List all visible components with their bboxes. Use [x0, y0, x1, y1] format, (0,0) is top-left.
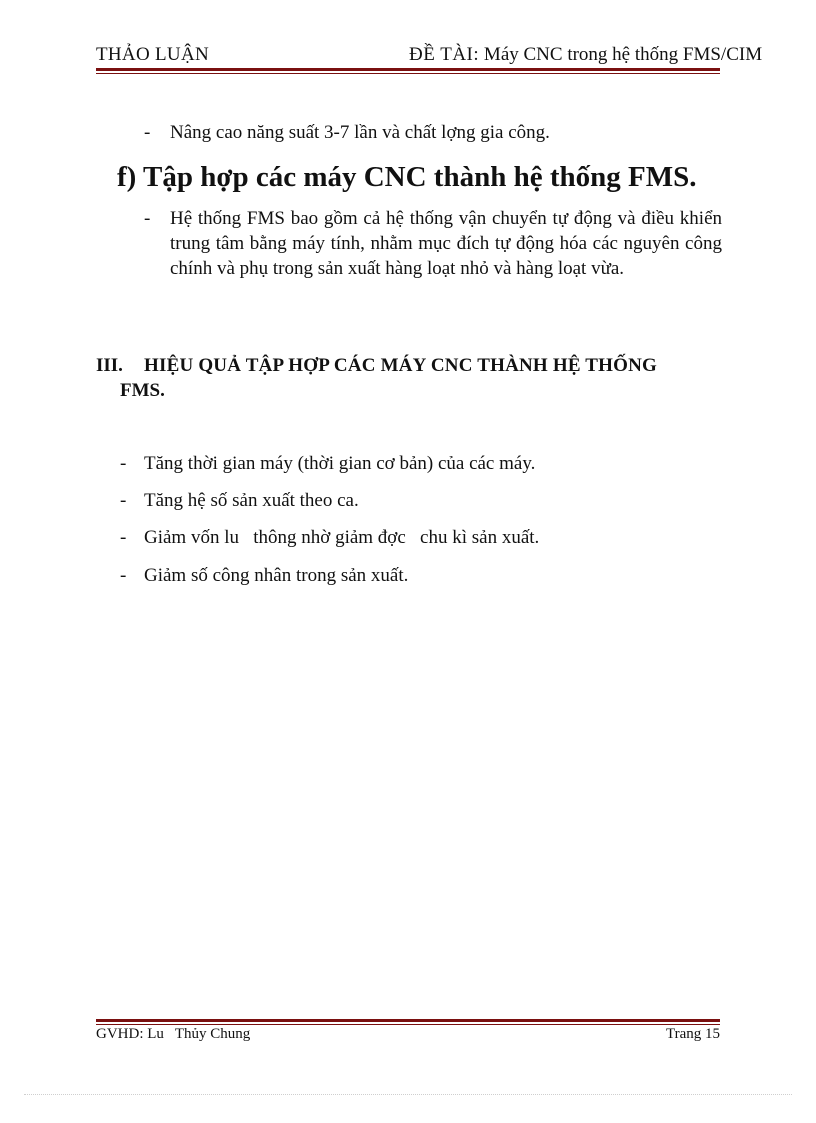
bullet-marker: - [120, 490, 127, 511]
header-topic [409, 44, 762, 66]
section-iii-title-line1: HIỆU QUẢ TẬP HỢP CÁC MÁY CNC THÀNH HỆ THỐNG [144, 355, 658, 376]
bullet-marker: - [120, 453, 127, 474]
intro-bullet-text: Nâng cao năng suất 3-7 lần và chất lợng gia công. [170, 122, 550, 143]
list-item-text: Tăng thời gian máy (thời gian cơ bản) của các máy. [144, 453, 536, 474]
section-iii-title-line2: FMS. [120, 380, 165, 401]
section-f-heading: f) Tập hợp các máy CNC thành hệ thống FMS. [117, 161, 697, 193]
section-iii-number: III. [96, 355, 123, 376]
footer-page-number: Trang 15 [665, 1026, 720, 1042]
bullet-marker: - [120, 565, 127, 586]
footer-advisor: GVHD: Lu Thủy Chung [96, 1026, 251, 1042]
header-topic-text: Máy CNC trong hệ thống FMS/CIM [479, 44, 763, 65]
list-item-text: Giảm vốn lu thông nhờ giảm đợc chu kì sản xuất. [144, 527, 540, 548]
header-rule-thin [96, 73, 720, 74]
bullet-marker: - [144, 208, 151, 229]
section-f-paragraph-text: Hệ thống FMS bao gồm cả hệ thống vận chuyển tự động và điều khiển trung tâm bằng máy tính, nhằm mục đích tự động hóa các nguyên công chính và phụ trong sản xuất hàng loạt nhỏ và hàng loạt vừa. [170, 208, 722, 279]
list-item-text: Tăng hệ số sản xuất theo ca. [144, 490, 359, 511]
header-left-title: THẢO LUẬN [96, 44, 209, 65]
page-bottom-dotted-line [24, 1094, 792, 1095]
list-item-text: Giảm số công nhân trong sản xuất. [144, 565, 409, 586]
bullet-marker: - [120, 527, 127, 548]
bullet-marker: - [144, 122, 151, 143]
header-rule-thick [96, 68, 720, 71]
footer-rule-thick [96, 1019, 720, 1022]
header-topic-label: ĐỀ TÀI: [409, 44, 480, 65]
footer-rule-thin [96, 1024, 720, 1025]
